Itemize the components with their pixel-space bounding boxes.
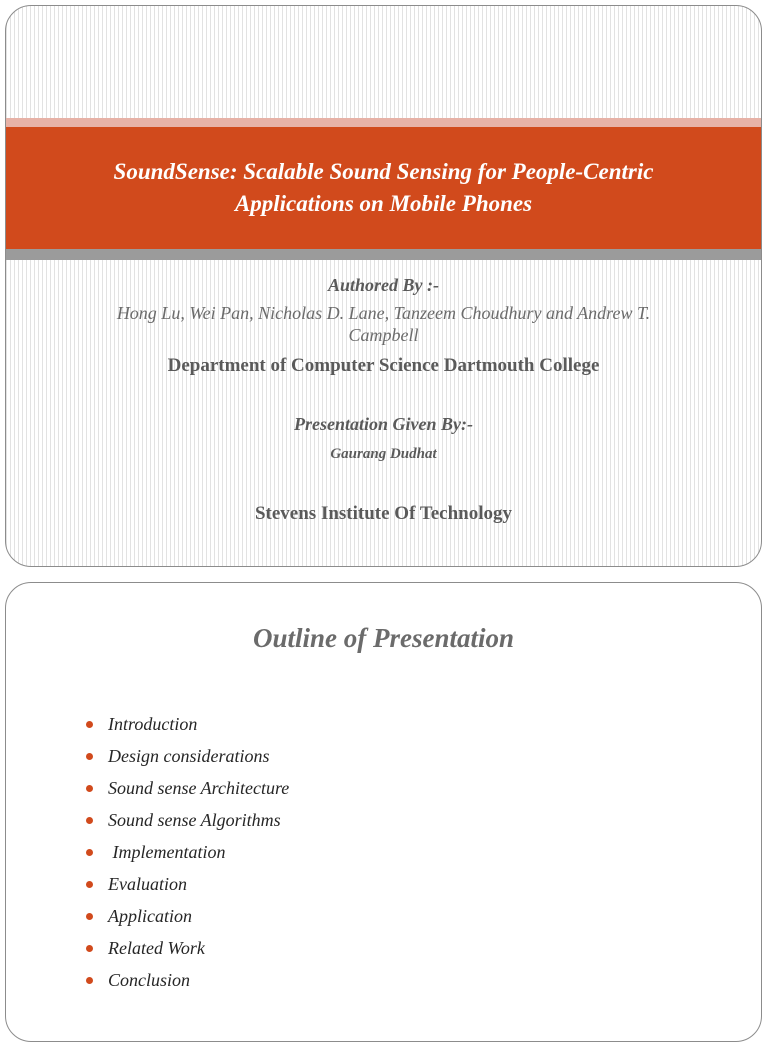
outline-list <box>86 708 289 996</box>
list-item-label: Introduction <box>108 713 198 734</box>
bullet-icon <box>86 849 93 856</box>
presented-by-label: Presentation Given By:- <box>294 414 473 434</box>
list-item <box>86 900 289 932</box>
list-item <box>86 932 289 964</box>
list-item-label: Application <box>108 905 192 926</box>
list-item <box>86 740 289 772</box>
bullet-icon <box>86 721 93 728</box>
bullet-icon <box>86 913 93 920</box>
bullet-icon <box>86 753 93 760</box>
list-item-label: Related Work <box>108 937 205 958</box>
accent-stripe <box>6 118 761 127</box>
bullet-icon <box>86 977 93 984</box>
bullet-icon <box>86 817 93 824</box>
presenter-name: Gaurang Dudhat <box>330 446 437 462</box>
institute-name: Stevens Institute Of Technology <box>254 503 513 524</box>
authors-list: Hong Lu, Wei Pan, Nicholas D. Lane, Tanzeem Choudhury and Andrew T. Campbell <box>116 303 651 345</box>
bullet-icon <box>86 881 93 888</box>
list-item <box>86 772 289 804</box>
outline-slide <box>5 582 762 1042</box>
outline-title: Outline of Presentation <box>252 623 515 653</box>
list-item-label: Evaluation <box>108 873 187 894</box>
list-item <box>86 964 289 996</box>
list-item <box>86 708 289 740</box>
list-item <box>86 804 289 836</box>
title-banner <box>6 127 761 249</box>
bullet-icon <box>86 945 93 952</box>
department: Department of Computer Science Dartmouth College <box>167 355 600 376</box>
list-item-label: Sound sense Architecture <box>108 777 290 798</box>
authored-by-label: Authored By :- <box>327 275 439 295</box>
list-item-label: Implementation <box>108 841 226 862</box>
bullet-icon <box>86 785 93 792</box>
list-item <box>86 836 289 868</box>
title-slide <box>5 5 762 567</box>
list-item-label: Design considerations <box>108 745 270 766</box>
presentation-title: SoundSense: Scalable Sound Sensing for People-Centric Applications on Mobile Phones <box>113 159 654 216</box>
list-item-label: Conclusion <box>108 969 191 990</box>
divider-stripe <box>6 249 761 260</box>
list-item-label: Sound sense Algorithms <box>108 809 281 830</box>
list-item <box>86 868 289 900</box>
